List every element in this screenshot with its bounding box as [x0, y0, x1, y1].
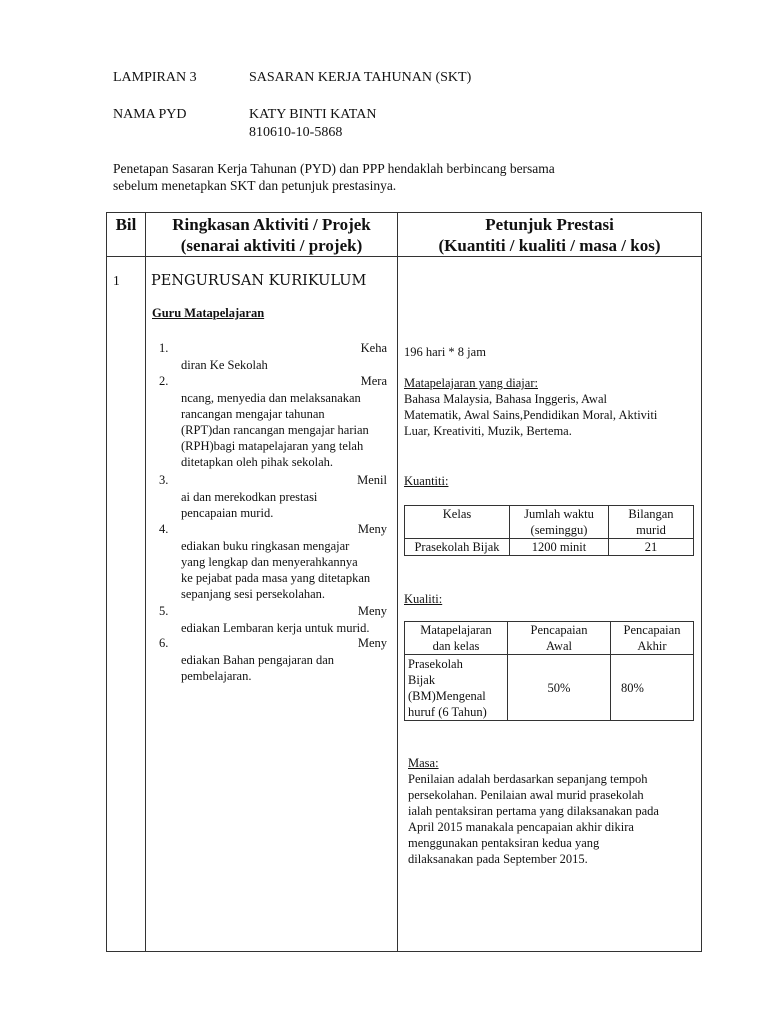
col-header-indicator — [398, 214, 701, 256]
kuantiti-header-jumlah-line2: (seminggu) — [530, 523, 588, 537]
list-item-first-word: Keha — [360, 341, 387, 355]
subjects-line: Matematik, Awal Sains,Pendidikan Moral, Aktiviti — [404, 408, 658, 422]
list-item-first-word: Mera — [360, 374, 387, 388]
kuantiti-header-bilangan-line1: Bilangan — [628, 507, 674, 521]
subjects-label: Matapelajaran yang diajar: — [404, 376, 538, 390]
col-header-activity-line1: Ringkasan Aktiviti / Projek — [172, 215, 371, 234]
kuantiti-header-bilangan-line2: murid — [636, 523, 666, 537]
list-item-line: (RPH)bagi matapelajaran yang telah — [181, 439, 364, 453]
masa-line: April 2015 manakala pencapaian akhir dikira — [408, 820, 634, 834]
nama-label: NAMA PYD — [113, 107, 187, 122]
list-item-line: rancangan mengajar tahunan — [181, 407, 325, 421]
list-item-first-word: Meny — [357, 522, 387, 536]
list-item-first-word: Menil — [357, 473, 387, 487]
masa-line: dilaksanakan pada September 2015. — [408, 852, 588, 866]
list-item — [181, 620, 369, 636]
kualiti-header-awal-line2: Awal — [546, 639, 572, 653]
kualiti-header-awal-line1: Pencapaian — [530, 623, 588, 637]
kualiti-cell-line: huruf (6 Tahun) — [408, 704, 487, 719]
masa-line: ialah pentaksiran pertama yang dilaksanakan pada — [408, 804, 659, 818]
intro-line-1: Penetapan Sasaran Kerja Tahunan (PYD) dan PPP hendaklah berbincang bersama — [113, 161, 555, 176]
kualiti-cell-line: Bijak — [408, 672, 436, 687]
kuantiti-cell-bilangan: 21 — [609, 539, 694, 556]
list-item-first-word: Meny — [357, 604, 387, 618]
subsection-title: Guru Matapelajaran — [152, 306, 265, 320]
kuantiti-cell-kelas: Prasekolah Bijak — [405, 539, 510, 556]
list-item-line: yang lengkap dan menyerahkannya — [181, 555, 358, 569]
list-item-line: pencapaian murid. — [181, 506, 274, 520]
list-item-line: ediakan buku ringkasan mengajar — [181, 539, 350, 553]
list-item-line: ncang, menyedia dan melaksanakan — [181, 391, 361, 405]
kualiti-header-matapelajaran — [405, 622, 508, 655]
section-title: PENGURUSAN KURIKULUM — [151, 273, 367, 289]
kualiti-cell-awal: 50% — [508, 655, 611, 721]
ic-number: 810610-10-5868 — [249, 125, 343, 140]
kualiti-table — [404, 621, 694, 721]
intro-line-2: sebelum menetapkan SKT dan petunjuk prestasinya. — [113, 178, 397, 193]
masa-text — [408, 771, 659, 867]
document-title: SASARAN KERJA TAHUNAN (SKT) — [249, 70, 472, 85]
nama-value: KATY BINTI KATAN — [249, 107, 377, 122]
masa-line: menggunakan pentaksiran kedua yang — [408, 836, 600, 850]
list-item-line: (RPT)dan rancangan mengajar harian — [181, 423, 369, 437]
masa-line: Penilaian adalah berdasarkan sepanjang tempoh — [408, 772, 648, 786]
kualiti-cell-line: (BM)Mengenal — [408, 688, 486, 703]
kualiti-header-matapelajaran-line1: Matapelajaran — [420, 623, 492, 637]
list-item — [181, 489, 317, 521]
kuantiti-header-jumlah-line1: Jumlah waktu — [524, 507, 594, 521]
col-header-bil: Bil — [115, 215, 137, 234]
list-item-line: ediakan Lembaran kerja untuk murid. — [181, 621, 370, 635]
list-item-number: 6. — [159, 636, 169, 650]
list-item-number: 4. — [159, 522, 169, 536]
subjects-list — [404, 391, 657, 439]
col-header-indicator-line2: (Kuantiti / kualiti / masa / kos) — [438, 236, 661, 255]
list-item-line: ediakan Bahan pengajaran dan — [181, 653, 335, 667]
list-item-number: 3. — [159, 473, 169, 487]
col-header-activity-line2: (senarai aktiviti / projek) — [180, 236, 363, 255]
kualiti-header-awal — [508, 622, 611, 655]
kuantiti-cell-jumlah: 1200 minit — [510, 539, 609, 556]
list-item-first-word: Meny — [357, 636, 387, 650]
list-item — [181, 652, 334, 684]
list-item-number: 2. — [159, 374, 169, 388]
list-item — [181, 357, 268, 373]
list-item-number: 5. — [159, 604, 169, 618]
kualiti-header-matapelajaran-line2: dan kelas — [432, 639, 480, 653]
masa-line: persekolahan. Penilaian awal murid prasekolah — [408, 788, 644, 802]
kuantiti-header-jumlah — [510, 506, 609, 539]
list-item-number: 1. — [159, 341, 169, 355]
kuantiti-header-kelas: Kelas — [405, 506, 510, 539]
list-item-line: pembelajaran. — [181, 669, 252, 683]
kualiti-header-akhir-line1: Pencapaian — [623, 623, 681, 637]
list-item-line: ai dan merekodkan prestasi — [181, 490, 318, 504]
subjects-line: Bahasa Malaysia, Bahasa Inggeris, Awal — [404, 392, 607, 406]
kuantiti-label: Kuantiti: — [404, 474, 449, 488]
list-item — [181, 390, 369, 470]
kualiti-cell-matapelajaran — [405, 655, 508, 721]
list-item-line: ditetapkan oleh pihak sekolah. — [181, 455, 334, 469]
col-header-activity — [146, 214, 397, 256]
kualiti-cell-akhir: 80% — [611, 655, 694, 721]
hours-text: 196 hari * 8 jam — [404, 345, 486, 359]
list-item-line: sepanjang sesi persekolahan. — [181, 587, 326, 601]
kuantiti-table — [404, 505, 694, 556]
kualiti-cell-line: Prasekolah — [408, 656, 463, 671]
lampiran-label: LAMPIRAN 3 — [113, 70, 197, 85]
list-item-line: diran Ke Sekolah — [181, 358, 268, 372]
subjects-line: Luar, Kreativiti, Muzik, Bertema. — [404, 424, 572, 438]
kuantiti-header-bilangan — [609, 506, 694, 539]
kualiti-header-akhir-line2: Akhir — [637, 639, 667, 653]
kualiti-label: Kualiti: — [404, 592, 443, 606]
row-number: 1 — [113, 273, 120, 288]
masa-label: Masa: — [408, 756, 439, 770]
list-item-line: ke pejabat pada masa yang ditetapkan — [181, 571, 371, 585]
col-header-indicator-line1: Petunjuk Prestasi — [485, 215, 614, 234]
list-item — [181, 538, 370, 602]
kualiti-header-akhir — [611, 622, 694, 655]
